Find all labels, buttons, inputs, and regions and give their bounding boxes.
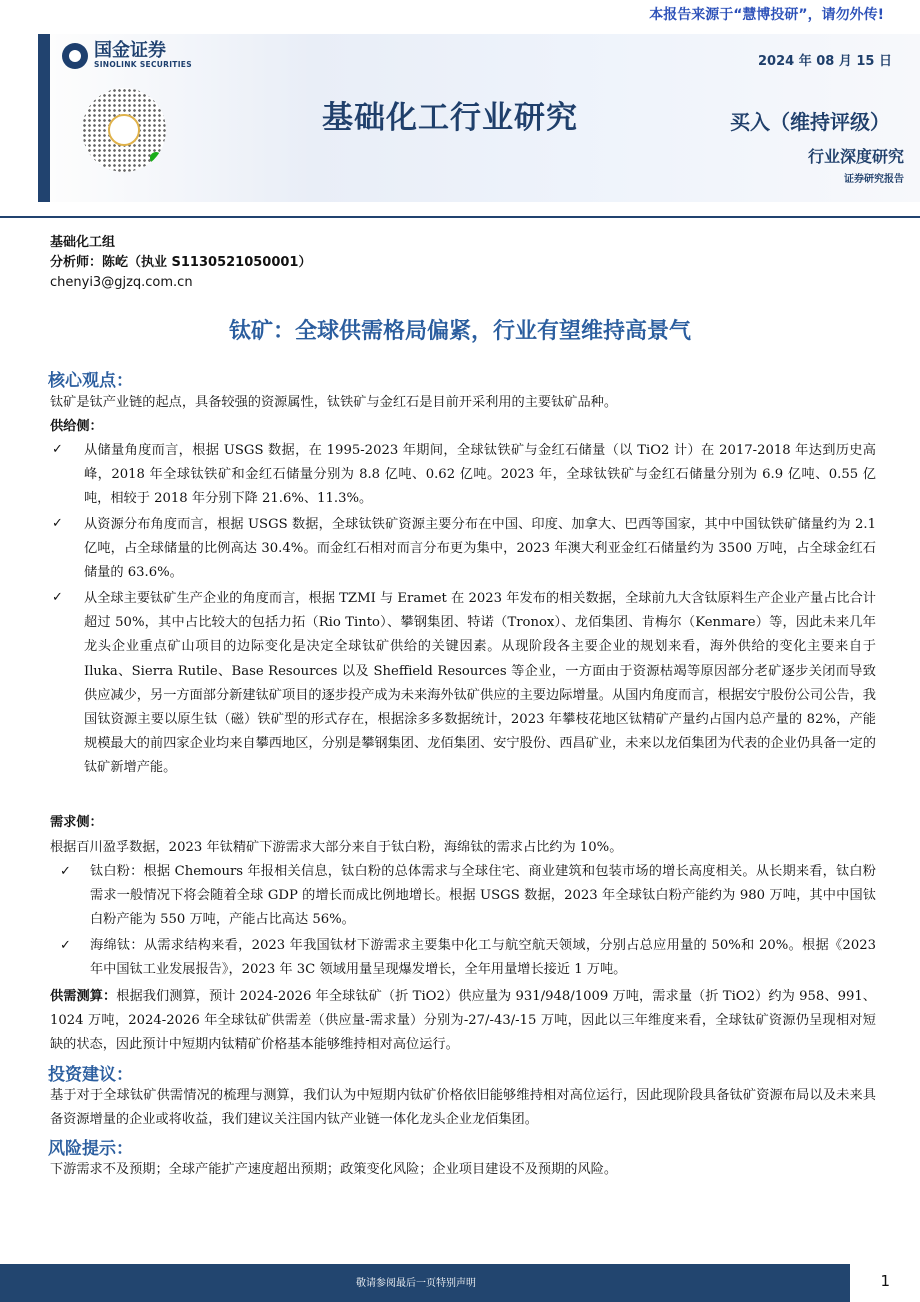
- check-icon: ✓: [60, 938, 71, 953]
- header-divider: [0, 216, 920, 218]
- wechat-badge-icon: [150, 152, 162, 164]
- qr-center-seal-icon: [108, 114, 140, 146]
- demand-title: 需求侧：: [50, 815, 103, 830]
- supply-demand-calc: [50, 985, 876, 1056]
- page-number: 1: [880, 1272, 890, 1290]
- banner-accent-bar: [38, 34, 50, 202]
- headline: 钛矿：全球供需格局偏紧，行业有望维持高景气: [228, 319, 691, 344]
- analyst-email: chenyi3@gjzq.com.cn: [50, 275, 193, 290]
- section-title-risk: 风险提示：: [48, 1139, 133, 1159]
- risk-text: 下游需求不及预期；全球产能扩产速度超出预期；政策变化风险；企业项目建设不及预期的风险。: [50, 1162, 618, 1177]
- supply-point-3: 从全球主要钛矿生产企业的角度而言，根据 TZMI 与 Eramet 在 2023 年发布的相关数据，全球前九大含钛原料生产企业产量占比合计超过 50%，其中占比较大的包括力拓（Rio Tinto）、攀钢集团、特诺（Tronox）、龙佰集团、肯梅尔（Kenmare）等，因此未来几年龙头企业重点矿山项目的边际变化是决定全球钛矿供给的关键因素。从现阶段各主要企业的规划来看，海外供给的变化主要来自于 Iluka、Sierra Rutile、Base Resources 以及 Sheffield Resources 等企业，一方面由于资源枯竭等原因部分老矿逐步关闭而导致供应减少，另一方面部分新建钛矿项目的逐步投产成为未来海外钛矿供应的主要边际增量。从国内角度而言，根据安宁股份公司公告，我国钛资源主要以原生钛（磁）铁矿型的形式存在，根据涂多多数据统计，2023 年攀枝花地区钛精矿产量约占国内总产量的 82%，产能规模最大的前四家企业均来自攀西地区，分别是攀钢集团、龙佰集团、安宁股份、西昌矿业，未来以龙佰集团为代表的企业仍具备一定的钛矿新增产能。: [84, 591, 876, 776]
- demand-point-titanium-sponge: 海绵钛：从需求结构来看，2023 年我国钛材下游需求主要集中化工与航空航天领域，分别占总应用量的 50%和 20%。根据《2023 年中国钛工业发展报告》，2023 年 3C 领域用量呈现爆发增长，全年用量增长接近 1 万吨。: [90, 938, 876, 978]
- invest-text: 基于对于全球钛矿供需情况的梳理与测算，我们认为中短期内钛矿价格依旧能够维持相对高位运行，因此现阶段具备钛矿资源布局以及未来具备资源增量的企业或将收益，我们建议关注国内钛产业链一体化龙头企业龙佰集团。: [50, 1088, 876, 1127]
- footer-disclaimer: 敬请参阅最后一页特别声明: [356, 1278, 476, 1289]
- report-subtype: 证券研究报告: [844, 174, 904, 185]
- section-title-core: 核心观点：: [48, 371, 133, 391]
- check-icon: ✓: [52, 442, 63, 457]
- calc-text: 根据我们测算，预计 2024-2026 年全球钛矿（折 TiO2）供应量为 931/948/1009 万吨，需求量（折 TiO2）约为 958、991、1024 万吨，2024-2026 年全球钛矿供需差（供应量-需求量）分别为-27/-43/-15 万吨，因此以三年维度来看，全球钛矿资源仍呈现相对短缺的状态，因此预计中短期内钛精矿价格基本能够维持相对高位运行。: [50, 989, 876, 1052]
- qr-code-icon: [82, 88, 166, 172]
- logo-mark-icon: [62, 43, 88, 69]
- rating-label: 买入（维持评级）: [730, 110, 890, 134]
- check-icon: ✓: [52, 516, 63, 531]
- supply-point-2: 从资源分布角度而言，根据 USGS 数据，全球钛铁矿资源主要分布在中国、印度、加拿大、巴西等国家，其中中国钛铁矿储量约为 2.1 亿吨，占全球储量的比例高达 30.4%。而金红石相对而言分布更为集中，2023 年澳大利亚金红石储量约为 3500 万吨，占全球金红石储量的 63.6%。: [84, 517, 876, 581]
- core-intro: 钛矿是钛产业链的起点，具备较强的资源属性，钛铁矿与金红石是目前开采利用的主要钛矿品种。: [50, 395, 618, 410]
- report-type: 行业深度研究: [807, 147, 904, 166]
- report-title: 基础化工行业研究: [322, 100, 578, 136]
- supply-title: 供给侧：: [50, 419, 103, 434]
- logo-text-en: SINOLINK SECURITIES: [94, 60, 192, 69]
- author-info: [50, 233, 311, 293]
- company-logo: [62, 42, 192, 69]
- section-title-invest: 投资建议：: [48, 1065, 133, 1085]
- research-group: 基础化工组: [50, 235, 116, 250]
- source-notice: 本报告来源于“慧博投研”，请勿外传!: [649, 7, 884, 23]
- demand-intro: 根据百川盈孚数据，2023 年钛精矿下游需求大部分来自于钛白粉，海绵钛的需求占比约为 10%。: [50, 840, 623, 855]
- calc-label: 供需测算：: [50, 989, 117, 1004]
- logo-text-cn: 国金证券: [94, 40, 166, 61]
- report-date: 2024 年 08 月 15 日: [758, 54, 892, 69]
- check-icon: ✓: [60, 864, 71, 879]
- demand-point-titanium-dioxide: 钛白粉：根据 Chemours 年报相关信息，钛白粉的总体需求与全球住宅、商业建筑和包装市场的增长高度相关。从长期来看，钛白粉需求一般情况下将会随着全球 GDP 的增长而成比例地增长。根据 USGS 数据，2023 年全球钛白粉产能约为 980 万吨，其中中国钛白粉产能为 550 万吨，产能占比高达 56%。: [90, 864, 876, 928]
- supply-point-1: 从储量角度而言，根据 USGS 数据，在 1995-2023 年期间，全球钛铁矿与金红石储量（以 TiO2 计）在 2017-2018 年达到历史高峰，2018 年全球钛铁矿和金红石储量分别为 8.8 亿吨、0.62 亿吨。2023 年，全球钛铁矿与金红石储量分别为 6.9 亿吨、0.55 亿吨，相较于 2018 年分别下降 21.6%、11.3%。: [84, 443, 876, 507]
- analyst-name: 分析师：陈屹（执业 S1130521050001）: [50, 255, 312, 270]
- check-icon: ✓: [52, 590, 63, 605]
